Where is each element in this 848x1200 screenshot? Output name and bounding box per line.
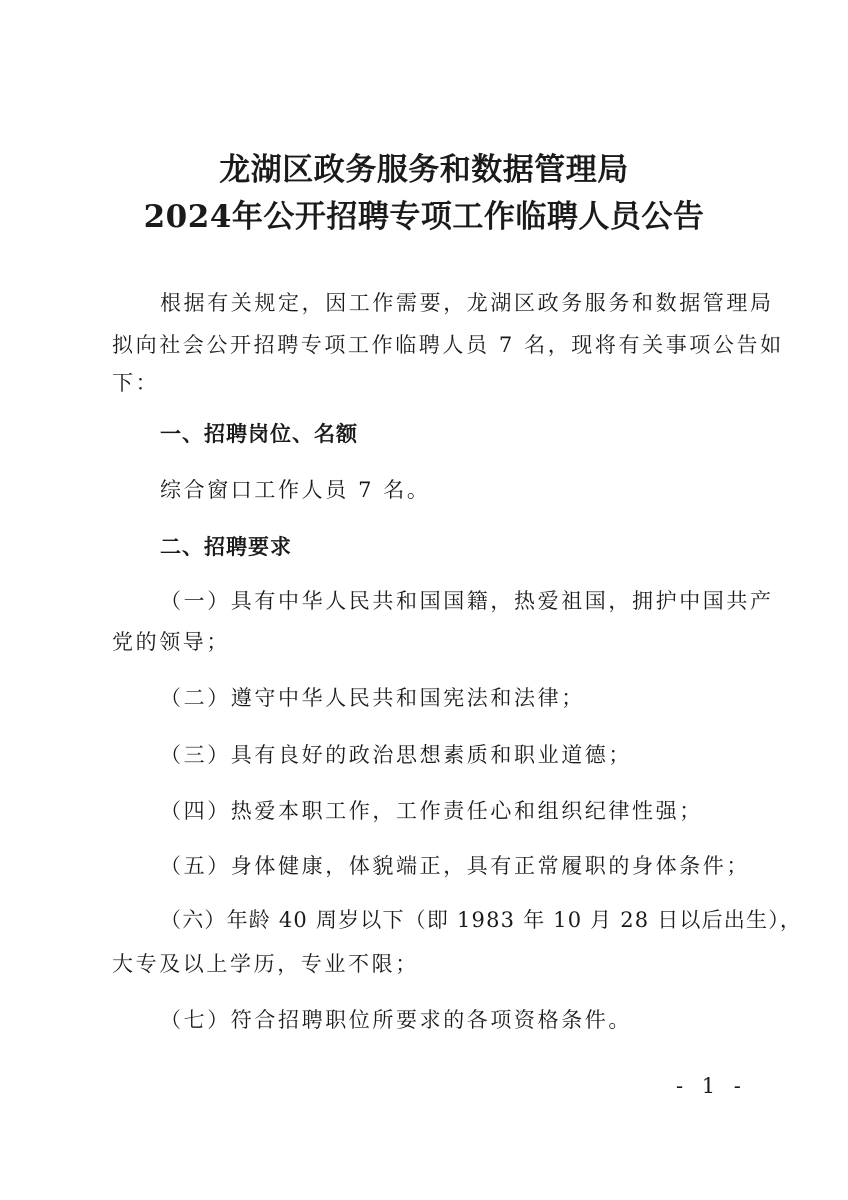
section-1-body: 综合窗口工作人员 7 名。 (160, 478, 431, 502)
requirement-5: （五）身体健康，体貌端正，具有正常履职的身体条件； (160, 854, 750, 878)
intro-paragraph-line-3: 下： (112, 371, 160, 395)
section-1-heading: 一、招聘岗位、名额 (160, 421, 358, 446)
requirement-1-line-1: （一）具有中华人民共和国国籍，热爱祖国，拥护中国共产 (160, 589, 774, 613)
requirement-6-line-2: 大专及以上学历，专业不限； (112, 952, 419, 976)
page-number: - 1 - (676, 1074, 747, 1098)
requirement-1-line-2: 党的领导； (112, 630, 230, 654)
intro-paragraph-line-1: 根据有关规定，因工作需要，龙湖区政务服务和数据管理局 (160, 291, 774, 315)
document-title-line-1: 龙湖区政务服务和数据管理局 (219, 152, 629, 188)
requirement-2: （二）遵守中华人民共和国宪法和法律； (160, 686, 585, 710)
section-2-heading: 二、招聘要求 (160, 534, 292, 559)
requirement-7: （七）符合招聘职位所要求的各项资格条件。 (160, 1008, 632, 1032)
requirement-4: （四）热爱本职工作，工作责任心和组织纪律性强； (160, 799, 703, 823)
intro-paragraph-line-2: 拟向社会公开招聘专项工作临聘人员 7 名，现将有关事项公告如 (112, 333, 784, 357)
requirement-3: （三）具有良好的政治思想素质和职业道德； (160, 743, 632, 767)
requirement-6-line-1: （六）年龄 40 周岁以下（即 1983 年 10 月 28 日以后出生）， (160, 908, 803, 932)
document-title-line-2: 2024年公开招聘专项工作临聘人员公告 (143, 199, 705, 235)
